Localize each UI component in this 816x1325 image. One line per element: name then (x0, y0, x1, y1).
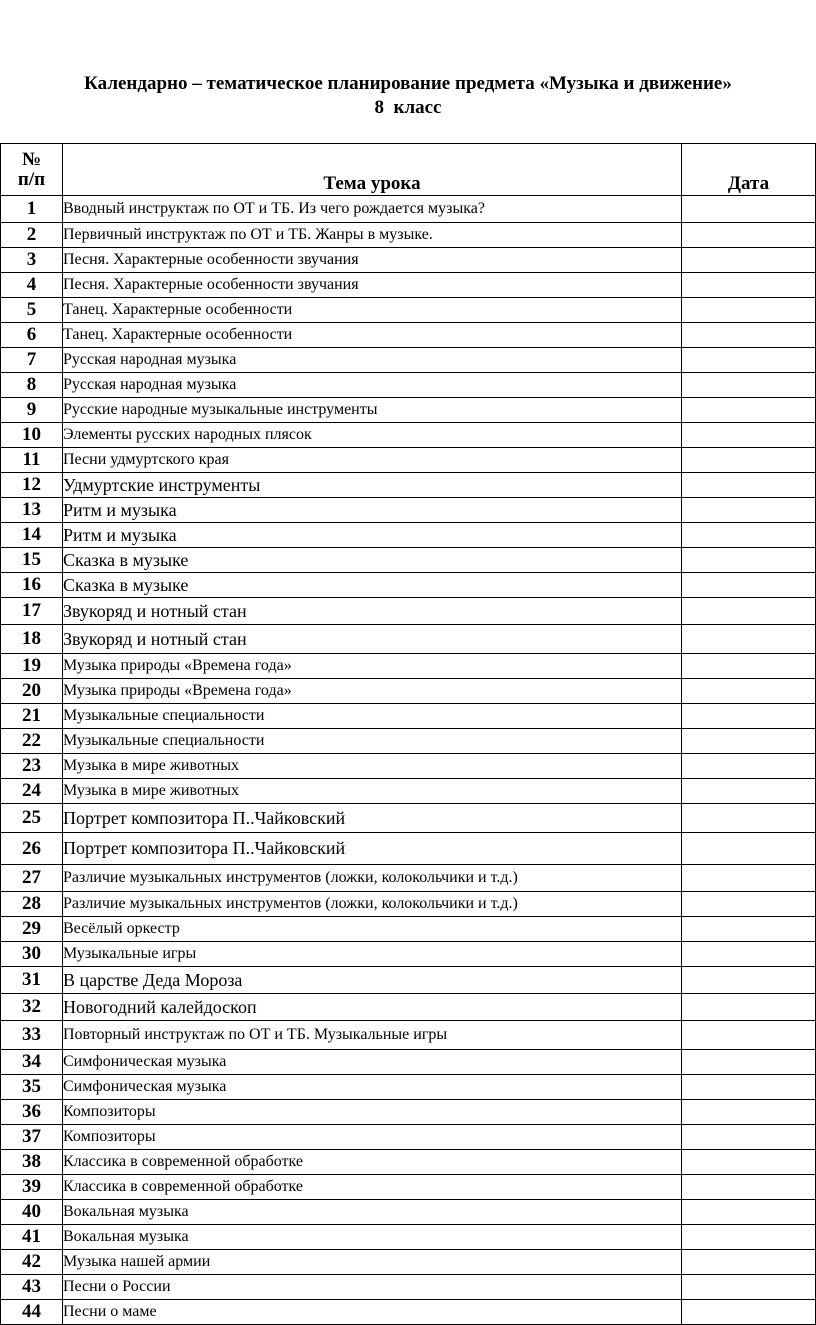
row-number: 3 (1, 248, 63, 273)
row-topic: Звукоряд и нотный стан (63, 598, 682, 625)
row-number: 15 (1, 548, 63, 573)
row-number: 37 (1, 1125, 63, 1150)
row-date[interactable] (682, 398, 816, 423)
table-row (1, 523, 816, 548)
row-date[interactable] (682, 1021, 816, 1050)
table-row (1, 448, 816, 473)
table-row (1, 729, 816, 754)
row-date[interactable] (682, 1225, 816, 1250)
table-row (1, 1021, 816, 1050)
table-row (1, 248, 816, 273)
row-date[interactable] (682, 892, 816, 917)
row-topic: Вокальная музыка (63, 1225, 682, 1250)
header-date: Дата (682, 144, 816, 196)
row-date[interactable] (682, 1250, 816, 1275)
row-number: 17 (1, 598, 63, 625)
table-row (1, 273, 816, 298)
table-row (1, 196, 816, 223)
row-number: 2 (1, 223, 63, 248)
row-number: 1 (1, 196, 63, 223)
row-date[interactable] (682, 298, 816, 323)
table-row (1, 598, 816, 625)
row-number: 20 (1, 679, 63, 704)
row-number: 40 (1, 1200, 63, 1225)
table-row (1, 892, 816, 917)
table-row (1, 473, 816, 498)
lesson-plan-table (0, 143, 816, 1325)
row-number: 39 (1, 1175, 63, 1200)
row-topic: В царстве Деда Мороза (63, 967, 682, 994)
row-date[interactable] (682, 1075, 816, 1100)
row-topic: Сказка в музыке (63, 548, 682, 573)
table-row (1, 865, 816, 892)
table-row (1, 373, 816, 398)
row-date[interactable] (682, 523, 816, 548)
row-date[interactable] (682, 1275, 816, 1300)
row-date[interactable] (682, 1125, 816, 1150)
table-row (1, 423, 816, 448)
row-number: 7 (1, 348, 63, 373)
header-num (1, 144, 63, 196)
row-number: 4 (1, 273, 63, 298)
row-topic: Песни о маме (63, 1300, 682, 1325)
table-row (1, 625, 816, 654)
row-topic: Песня. Характерные особенности звучания (63, 273, 682, 298)
row-date[interactable] (682, 348, 816, 373)
row-date[interactable] (682, 223, 816, 248)
row-topic: Русская народная музыка (63, 373, 682, 398)
row-topic: Русские народные музыкальные инструменты (63, 398, 682, 423)
row-date[interactable] (682, 1200, 816, 1225)
header-num-label: № п/п (17, 148, 46, 190)
row-date[interactable] (682, 498, 816, 523)
row-topic: Композиторы (63, 1125, 682, 1150)
row-date[interactable] (682, 1050, 816, 1075)
row-date[interactable] (682, 967, 816, 994)
table-row (1, 1275, 816, 1300)
row-topic: Музыкальные специальности (63, 729, 682, 754)
table-row (1, 1075, 816, 1100)
table-row (1, 942, 816, 967)
row-date[interactable] (682, 1300, 816, 1325)
row-topic: Сказка в музыке (63, 573, 682, 598)
row-number: 9 (1, 398, 63, 423)
header-topic: Тема урока (63, 144, 682, 196)
table-row (1, 348, 816, 373)
row-date[interactable] (682, 654, 816, 679)
row-date[interactable] (682, 942, 816, 967)
table-row (1, 1150, 816, 1175)
row-topic: Вводный инструктаж по ОТ и ТБ. Из чего рождается музыка? (63, 196, 682, 223)
row-date[interactable] (682, 273, 816, 298)
row-number: 16 (1, 573, 63, 598)
row-topic: Удмуртские инструменты (63, 473, 682, 498)
row-date[interactable] (682, 779, 816, 804)
row-number: 8 (1, 373, 63, 398)
row-number: 10 (1, 423, 63, 448)
row-topic: Различие музыкальных инструментов (ложки, колокольчики и т.д.) (63, 865, 682, 892)
table-body (1, 196, 816, 1325)
table-row (1, 398, 816, 423)
table-row (1, 1175, 816, 1200)
row-date[interactable] (682, 423, 816, 448)
row-topic: Музыкальные специальности (63, 704, 682, 729)
row-topic: Танец. Характерные особенности (63, 298, 682, 323)
row-date[interactable] (682, 473, 816, 498)
row-number: 28 (1, 892, 63, 917)
row-topic: Звукоряд и нотный стан (63, 625, 682, 654)
row-topic: Портрет композитора П..Чайковский (63, 833, 682, 865)
row-topic: Вокальная музыка (63, 1200, 682, 1225)
row-number: 31 (1, 967, 63, 994)
row-topic: Портрет композитора П..Чайковский (63, 804, 682, 833)
row-topic: Музыкальные игры (63, 942, 682, 967)
row-number: 43 (1, 1275, 63, 1300)
row-topic: Симфоническая музыка (63, 1050, 682, 1075)
row-topic: Элементы русских народных плясок (63, 423, 682, 448)
title-line-1: Календарно – тематическое планирование предмета «Музыка и движение» (84, 73, 732, 94)
row-number: 29 (1, 917, 63, 942)
row-date[interactable] (682, 548, 816, 573)
table-row (1, 323, 816, 348)
row-topic: Композиторы (63, 1100, 682, 1125)
table-row (1, 1050, 816, 1075)
row-topic: Музыка природы «Времена года» (63, 679, 682, 704)
row-date[interactable] (682, 833, 816, 865)
row-date[interactable] (682, 448, 816, 473)
table-row (1, 704, 816, 729)
row-topic: Новогодний калейдоскоп (63, 994, 682, 1021)
table-row (1, 967, 816, 994)
table-row (1, 804, 816, 833)
row-date[interactable] (682, 865, 816, 892)
row-date[interactable] (682, 323, 816, 348)
row-number: 19 (1, 654, 63, 679)
row-topic: Песня. Характерные особенности звучания (63, 248, 682, 273)
row-number: 41 (1, 1225, 63, 1250)
row-date[interactable] (682, 598, 816, 625)
table-row (1, 1300, 816, 1325)
row-date[interactable] (682, 754, 816, 779)
row-date[interactable] (682, 729, 816, 754)
row-topic: Музыка в мире животных (63, 779, 682, 804)
row-date[interactable] (682, 1175, 816, 1200)
row-topic: Весёлый оркестр (63, 917, 682, 942)
row-date[interactable] (682, 804, 816, 833)
row-number: 44 (1, 1300, 63, 1325)
row-date[interactable] (682, 248, 816, 273)
table-row (1, 573, 816, 598)
row-date[interactable] (682, 1150, 816, 1175)
row-date[interactable] (682, 1100, 816, 1125)
table-row (1, 1125, 816, 1150)
row-date[interactable] (682, 917, 816, 942)
row-date[interactable] (682, 679, 816, 704)
row-number: 38 (1, 1150, 63, 1175)
table-row (1, 994, 816, 1021)
row-number: 42 (1, 1250, 63, 1275)
table-header-row (1, 144, 816, 196)
row-number: 5 (1, 298, 63, 323)
row-number: 11 (1, 448, 63, 473)
row-date[interactable] (682, 704, 816, 729)
table-row (1, 754, 816, 779)
row-date[interactable] (682, 196, 816, 223)
table-row (1, 1200, 816, 1225)
row-number: 34 (1, 1050, 63, 1075)
row-number: 32 (1, 994, 63, 1021)
row-number: 21 (1, 704, 63, 729)
table-row (1, 548, 816, 573)
row-number: 27 (1, 865, 63, 892)
table-row (1, 298, 816, 323)
table-row (1, 654, 816, 679)
table-row (1, 1225, 816, 1250)
row-topic: Танец. Характерные особенности (63, 323, 682, 348)
row-number: 30 (1, 942, 63, 967)
row-topic: Музыка в мире животных (63, 754, 682, 779)
row-topic: Повторный инструктаж по ОТ и ТБ. Музыкальные игры (63, 1021, 682, 1050)
row-number: 18 (1, 625, 63, 654)
row-topic: Различие музыкальных инструментов (ложки, колокольчики и т.д.) (63, 892, 682, 917)
row-number: 36 (1, 1100, 63, 1125)
row-topic: Музыка нашей армии (63, 1250, 682, 1275)
row-topic: Симфоническая музыка (63, 1075, 682, 1100)
row-number: 22 (1, 729, 63, 754)
row-topic: Классика в современной обработке (63, 1175, 682, 1200)
row-topic: Первичный инструктаж по ОТ и ТБ. Жанры в музыке. (63, 223, 682, 248)
row-number: 33 (1, 1021, 63, 1050)
row-number: 13 (1, 498, 63, 523)
row-topic: Русская народная музыка (63, 348, 682, 373)
row-topic: Музыка природы «Времена года» (63, 654, 682, 679)
table-row (1, 779, 816, 804)
title-line-2: 8 класс (374, 97, 442, 118)
row-number: 14 (1, 523, 63, 548)
row-number: 6 (1, 323, 63, 348)
table-row (1, 223, 816, 248)
row-date[interactable] (682, 573, 816, 598)
row-date[interactable] (682, 625, 816, 654)
row-number: 35 (1, 1075, 63, 1100)
page-title (0, 72, 816, 120)
table-row (1, 1250, 816, 1275)
row-topic: Ритм и музыка (63, 523, 682, 548)
row-topic: Песни удмуртского края (63, 448, 682, 473)
row-number: 25 (1, 804, 63, 833)
table-row (1, 1100, 816, 1125)
table-row (1, 498, 816, 523)
table-row (1, 833, 816, 865)
row-date[interactable] (682, 994, 816, 1021)
row-number: 26 (1, 833, 63, 865)
row-number: 12 (1, 473, 63, 498)
row-topic: Ритм и музыка (63, 498, 682, 523)
table-row (1, 679, 816, 704)
row-topic: Песни о России (63, 1275, 682, 1300)
row-number: 23 (1, 754, 63, 779)
row-number: 24 (1, 779, 63, 804)
table-row (1, 917, 816, 942)
row-topic: Классика в современной обработке (63, 1150, 682, 1175)
row-date[interactable] (682, 373, 816, 398)
